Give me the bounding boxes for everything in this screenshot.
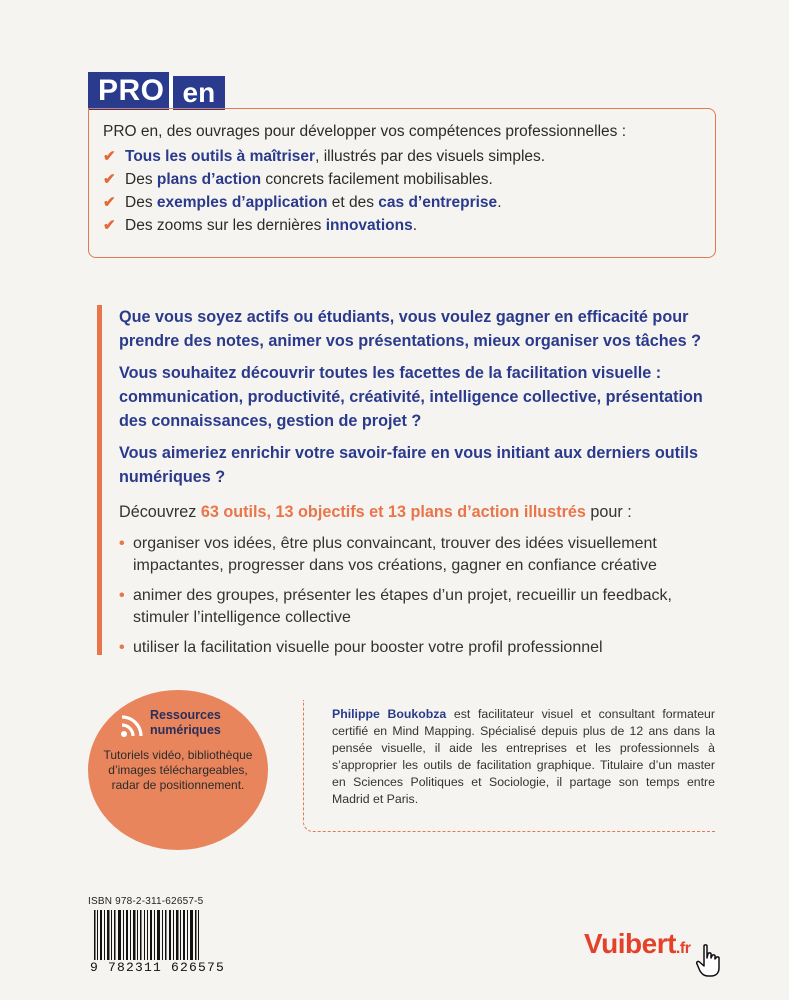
checkmark-icon: ✔	[103, 148, 116, 165]
author-bio	[303, 700, 715, 832]
list-item: ✔ Des plans d’action concrets facilement mobilisables.	[103, 171, 493, 188]
digital-resources-badge	[88, 690, 268, 850]
pro-en-logo	[88, 72, 225, 110]
list-item: • organiser vos idées, être plus convaincant, trouver des idées visuellement impactantes, progresser dans vos créations, gagner en confiance créative	[119, 533, 717, 577]
pointer-hand-icon	[696, 944, 720, 978]
publisher-logo: Vuibert.fr	[584, 928, 691, 959]
checkmark-icon: ✔	[103, 171, 116, 188]
author-name: Philippe Boukobza	[332, 707, 447, 721]
bullet-icon: •	[119, 535, 125, 552]
main-description	[97, 305, 717, 655]
checkmark-icon: ✔	[103, 217, 116, 234]
checkmark-icon: ✔	[103, 194, 116, 211]
benefits-list	[119, 533, 717, 659]
resources-title: Ressources numériques	[150, 708, 221, 737]
list-item: ✔ Des zooms sur les dernières innovations.	[103, 217, 418, 234]
discover-line: Découvrez 63 outils, 13 objectifs et 13 plans d’action illustrés pour :	[119, 503, 632, 521]
question-3: Vous aimeriez enrichir votre savoir-faire en vous initiant aux derniers outils numériques ?	[119, 444, 699, 486]
list-item: ✔ Tous les outils à maîtriser, illustrés par des visuels simples.	[103, 148, 546, 165]
pro-box-list	[103, 147, 715, 235]
resources-description: Tutoriels vidéo, bibliothèque d’images téléchargeables, radar de positionnement.	[103, 748, 253, 792]
rss-icon	[120, 714, 144, 738]
bullet-icon: •	[119, 639, 125, 656]
logo-en-text: en	[169, 76, 226, 110]
question-2: Vous souhaitez découvrir toutes les facettes de la facilitation visuelle : communication, productivité, créativité, intelligence collective, présentation des connaissances, gestion de projet ?	[119, 364, 703, 430]
barcode-number: 9 782311 626575	[90, 960, 226, 975]
question-1: Que vous soyez actifs ou étudiants, vous voulez gagner en efficacité pour prendre des notes, animer vos présentations, mieux organiser vos tâches ?	[119, 308, 702, 350]
list-item: • animer des groupes, présenter les étapes d’un projet, recueillir un feedback, stimuler l’intelligence collective	[119, 585, 717, 629]
pro-box-intro: PRO en, des ouvrages pour développer vos compétences professionnelles :	[103, 123, 626, 140]
author-bio-text: est facilitateur visuel et consultant formateur certifié en Mind Mapping. Spécialisé depuis plus de 12 ans dans la pensée visuelle, il aide les entreprises et les professionnels à s’approprier les outils de facilitation graphique. Titulaire d’un master en Sciences Politiques et Sociologie, il partage son temps entre Madrid et Paris.	[332, 707, 715, 806]
logo-pro-text: PRO	[88, 72, 169, 110]
bullet-icon: •	[119, 587, 125, 604]
pro-en-info-box	[88, 108, 716, 258]
list-item: ✔ Des exemples d’application et des cas d’entreprise.	[103, 194, 502, 211]
isbn: ISBN 978-2-311-62657-5	[88, 896, 204, 907]
list-item: • utiliser la facilitation visuelle pour booster votre profil professionnel	[119, 637, 717, 659]
